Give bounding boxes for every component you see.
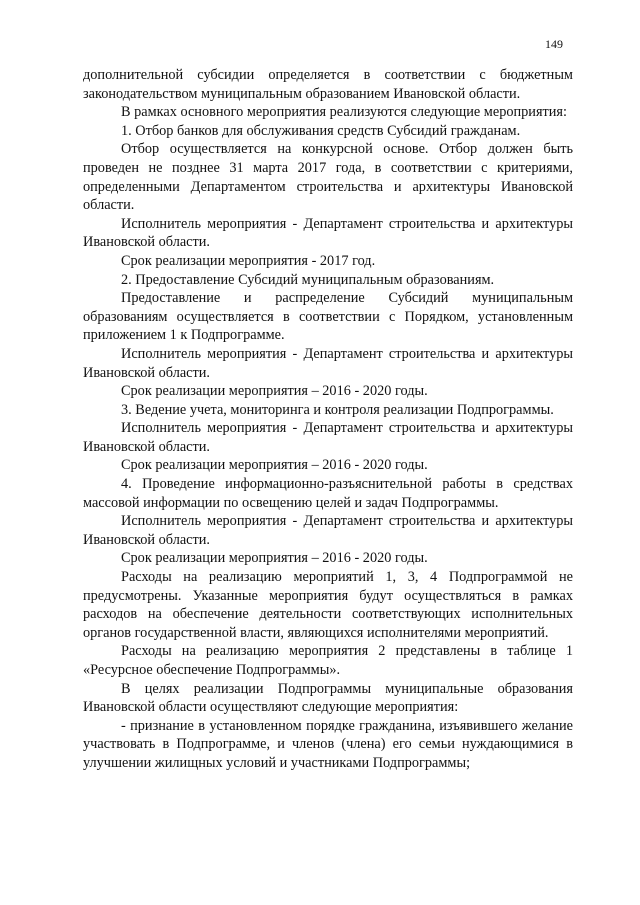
paragraph: Срок реализации мероприятия – 2016 - 2020 годы.: [121, 457, 428, 474]
paragraph: Исполнитель мероприятия - Департамент строительства и архитектуры Ивановской области.: [83, 513, 573, 548]
paragraph: Исполнитель мероприятия - Департамент строительства и архитектуры Ивановской области.: [83, 420, 573, 455]
list-item: 3. Ведение учета, мониторинга и контроля реализации Подпрограммы.: [121, 401, 554, 418]
page-number: 149: [545, 37, 563, 51]
paragraph: Срок реализации мероприятия – 2016 - 2020 годы.: [121, 550, 428, 567]
paragraph: Предоставление и распределение Субсидий муниципальным образованиям осуществляется в соответствии с Порядком, установленным приложением 1 к Подпрограмме.: [83, 290, 573, 344]
list-item: 2. Предоставление Субсидий муниципальным образованиям.: [121, 271, 495, 288]
paragraph: В рамках основного мероприятия реализуются следующие мероприятия:: [121, 104, 567, 121]
paragraph: Срок реализации мероприятия – 2016 - 2020 годы.: [121, 383, 428, 400]
list-item: 4. Проведение информационно-разъяснительной работы в средствах массовой информации по освещению целей и задач Подпрограммы.: [83, 476, 573, 511]
document-body: [83, 66, 573, 773]
list-item: - признание в установленном порядке гражданина, изъявившего желание участвовать в Подпрограмме, и членов (члена) его семьи нуждающимися в улучшении жилищных условий и участниками Подпрограммы;: [83, 717, 573, 771]
paragraph: Исполнитель мероприятия - Департамент строительства и архитектуры Ивановской области.: [83, 215, 573, 251]
paragraph: В целях реализации Подпрограммы муниципальные образования Ивановской области осуществляют следующие мероприятия:: [83, 680, 573, 716]
paragraph: Срок реализации мероприятия - 2017 год.: [121, 252, 376, 269]
paragraph: Отбор осуществляется на конкурсной основе. Отбор должен быть проведен не позднее 31 марта 2017 года, в соответствии с критериями, определенными Департаментом строительства и архитектуры Ивановской области.: [83, 141, 573, 214]
paragraph: Исполнитель мероприятия - Департамент строительства и архитектуры Ивановской области.: [83, 345, 573, 381]
paragraph: Расходы на реализацию мероприятий 1, 3, 4 Подпрограммой не предусмотрены. Указанные мероприятия будут осуществляться в рамках расходов на обеспечение деятельности соответствующих исполнительных органов государственной власти, являющихся исполнителями мероприятий.: [83, 569, 573, 641]
paragraph: Расходы на реализацию мероприятия 2 представлены в таблице 1 «Ресурсное обеспечение Подпрограммы».: [83, 643, 573, 678]
paragraph: дополнительной субсидии определяется в соответствии с бюджетным законодательством муниципальным образованием Ивановской области.: [83, 67, 573, 102]
list-item: 1. Отбор банков для обслуживания средств Субсидий гражданам.: [121, 122, 521, 139]
